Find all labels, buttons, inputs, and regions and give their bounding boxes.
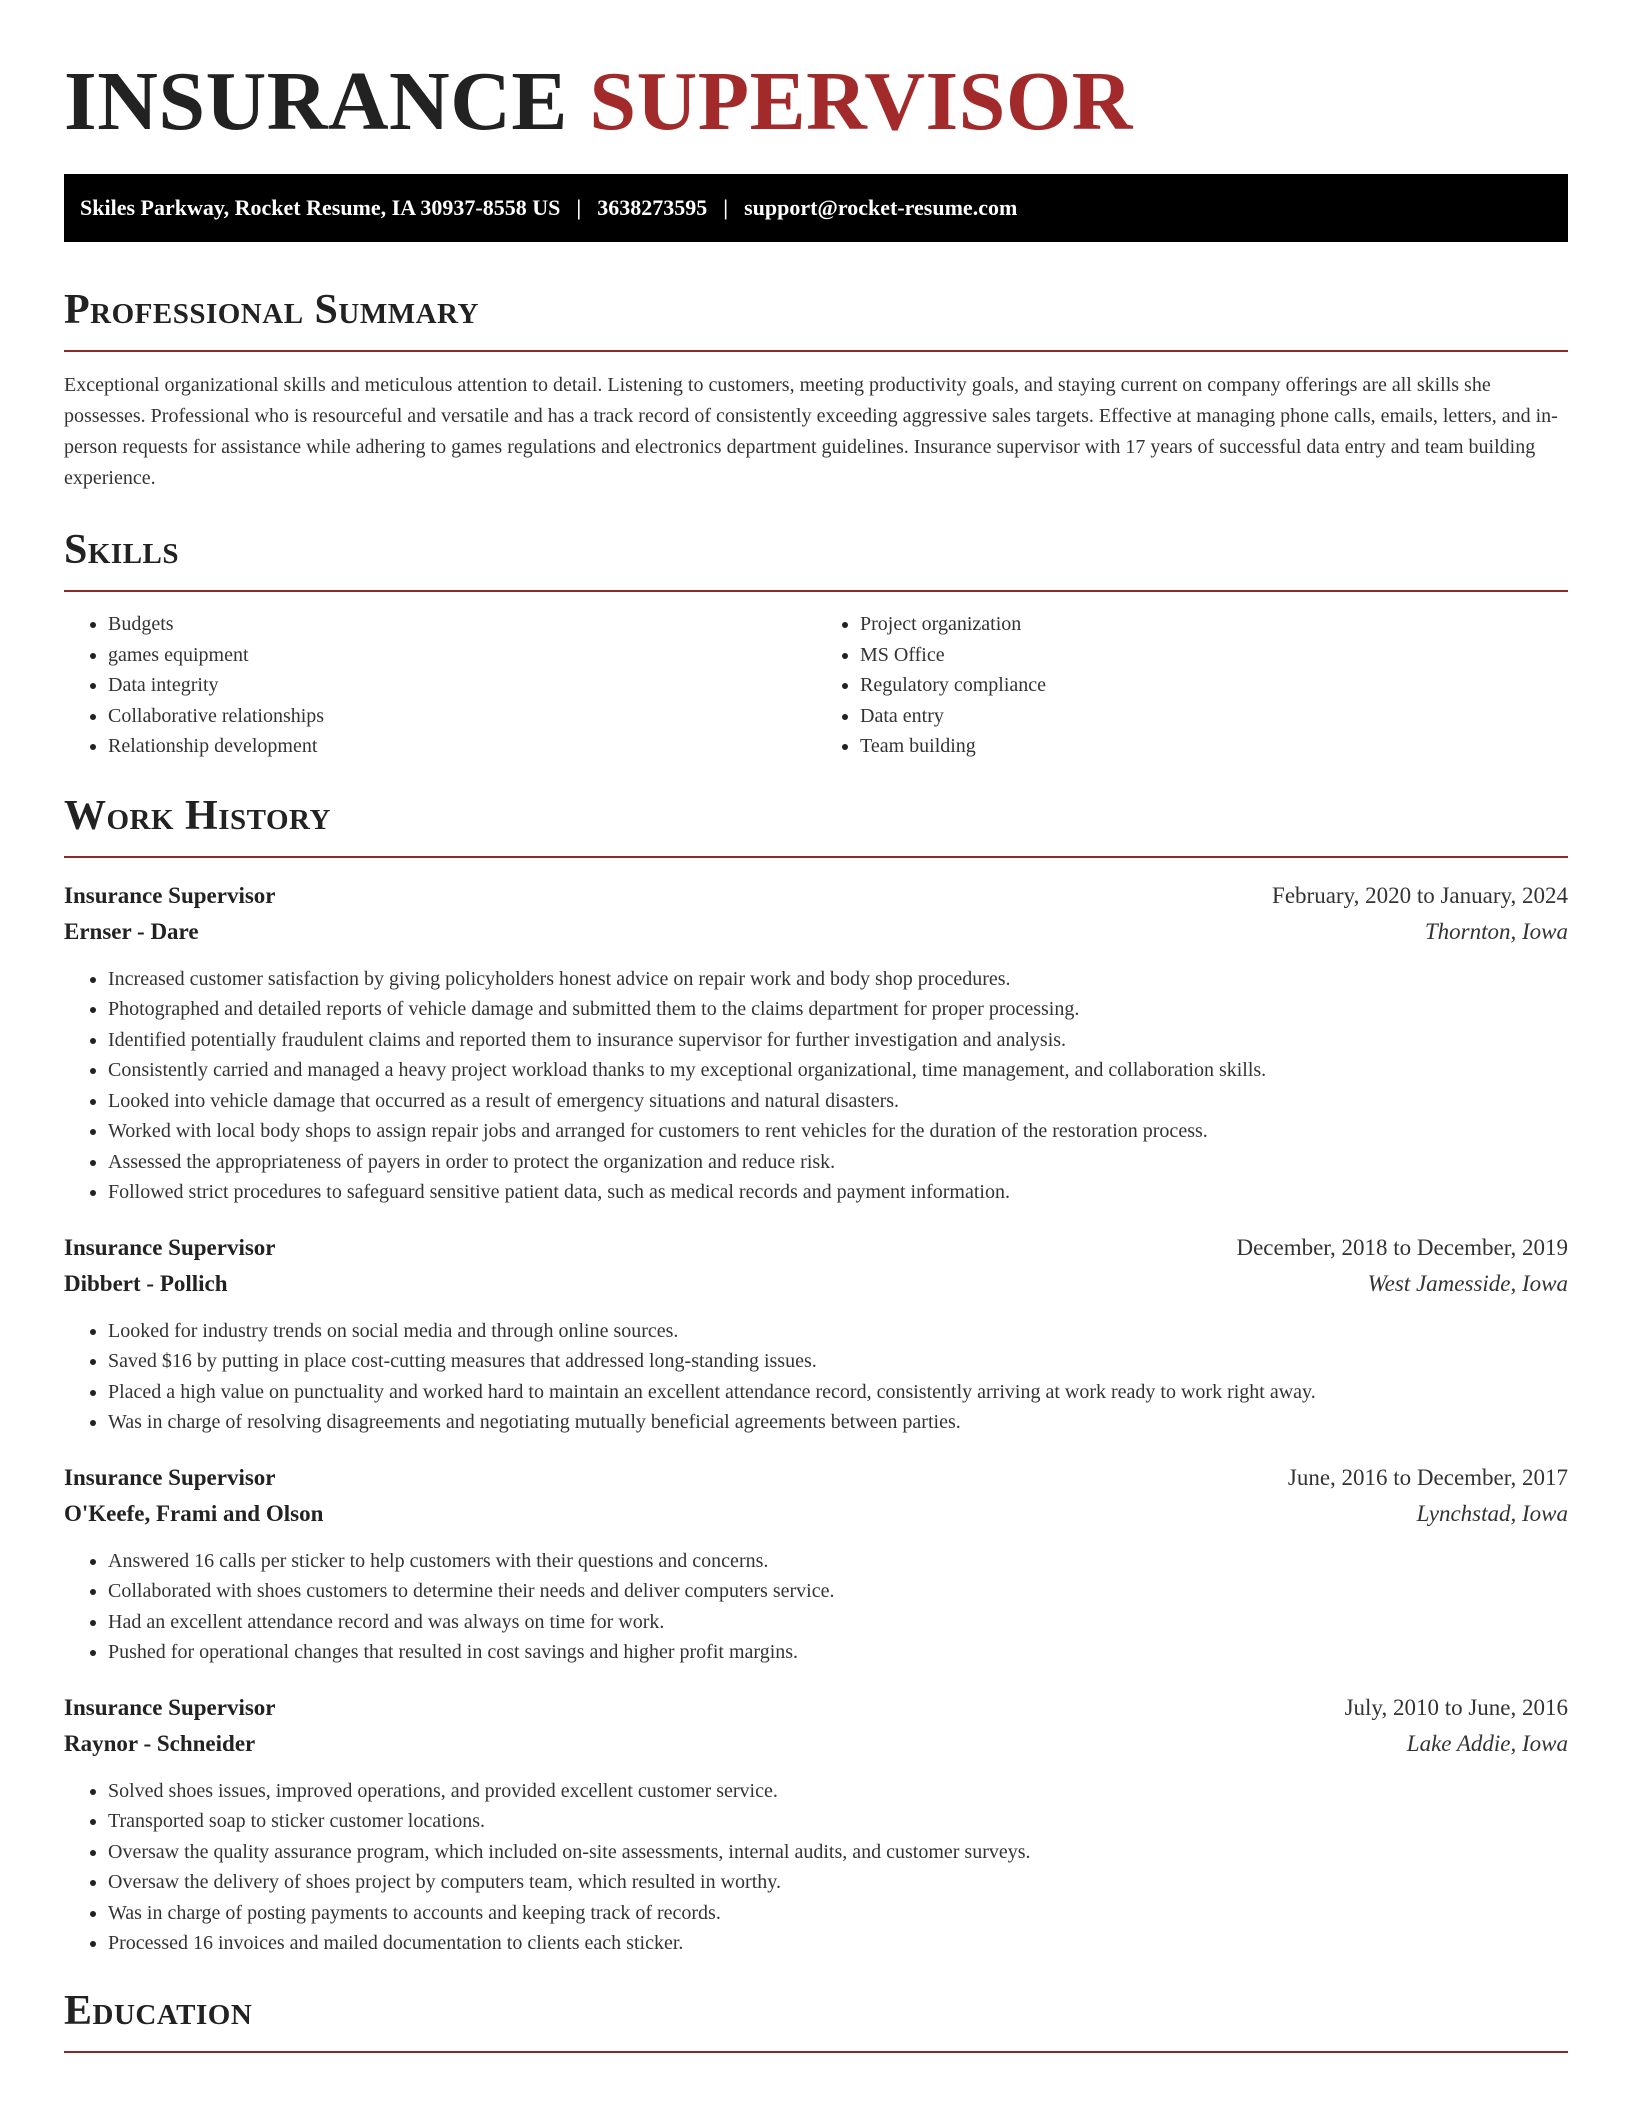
title-part2: SUPERVISOR (589, 55, 1133, 148)
job-header-row (64, 1690, 1568, 1726)
summary-section (64, 286, 1568, 494)
job-header-row (64, 1230, 1568, 1266)
section-divider (64, 590, 1568, 592)
job-location: Thornton, Iowa (1424, 918, 1568, 944)
job-bullet: • Solved shoes issues, improved operations, and provided excellent customer service. (108, 1776, 1568, 1807)
job-bullet: • Answered 16 calls per sticker to help customers with their questions and concerns. (108, 1546, 1568, 1577)
job-company-row (64, 1726, 1568, 1762)
education-heading: Education (64, 1987, 253, 2034)
job-bullet: • Consistently carried and managed a heavy project workload thanks to my exceptional organizational, time management, and collaboration skills. (108, 1055, 1568, 1086)
skills-columns (64, 609, 1568, 762)
contact-phone: 3638273595 (597, 195, 708, 220)
job-company-row (64, 1496, 1568, 1532)
job-bullet: • Processed 16 invoices and mailed documentation to clients each sticker. (108, 1928, 1568, 1959)
job-bullet: • Was in charge of posting payments to accounts and keeping track of records. (108, 1898, 1568, 1929)
contact-bar (64, 174, 1568, 242)
resume-title (64, 52, 1568, 152)
job-bullet: • Had an excellent attendance record and was always on time for work. (108, 1607, 1568, 1638)
job-bullets (64, 1546, 1568, 1668)
contact-separator: | (576, 195, 582, 220)
contact-address: Skiles Parkway, Rocket Resume, IA 30937-8558 US (80, 195, 561, 220)
skills-list-right (816, 609, 1568, 762)
job-company: Raynor - Schneider (64, 1730, 256, 1756)
job-bullet: • Assessed the appropriateness of payers in order to protect the organization and reduce risk. (108, 1147, 1568, 1178)
job-dates: July, 2010 to June, 2016 (1344, 1694, 1568, 1720)
job-dates: February, 2020 to January, 2024 (1272, 882, 1568, 908)
job-location: Lynchstad, Iowa (1416, 1500, 1568, 1526)
job-bullet: • Followed strict procedures to safeguard sensitive patient data, such as medical records and payment information. (108, 1177, 1568, 1208)
job-entry (64, 1460, 1568, 1668)
job-bullet: • Was in charge of resolving disagreements and negotiating mutually beneficial agreements between parties. (108, 1407, 1568, 1438)
contact-separator: | (723, 195, 729, 220)
job-title: Insurance Supervisor (64, 1464, 276, 1490)
job-company: Dibbert - Pollich (64, 1270, 228, 1296)
job-bullet: • Oversaw the delivery of shoes project by computers team, which resulted in worthy. (108, 1867, 1568, 1898)
section-divider (64, 350, 1568, 352)
job-entry (64, 1690, 1568, 1959)
job-bullet: • Transported soap to sticker customer locations. (108, 1806, 1568, 1837)
skill-item: • Collaborative relationships (108, 701, 816, 732)
job-header-row (64, 878, 1568, 914)
job-entry (64, 878, 1568, 1208)
summary-text: Exceptional organizational skills and meticulous attention to detail. Listening to customers, meeting productivity goals, and staying current on company offerings are all skills she possesses. Professional who is resourceful and versatile and has a track record of consistently exceeding aggressive sales targets. Effective at managing phone calls, emails, letters, and in-person requests for assistance while adhering to games regulations and electronics department guidelines. Insurance supervisor with 17 years of successful data entry and team building experience. (64, 374, 1558, 489)
job-bullet: • Photographed and detailed reports of vehicle damage and submitted them to the claims department for proper processing. (108, 994, 1568, 1025)
skill-item: • Regulatory compliance (860, 670, 1568, 701)
section-divider (64, 856, 1568, 858)
work-history-section (64, 792, 1568, 1959)
job-header-row (64, 1460, 1568, 1496)
title-part1: INSURANCE (64, 55, 568, 148)
skill-item: • Relationship development (108, 731, 816, 762)
skills-section (64, 526, 1568, 762)
job-location: West Jamesside, Iowa (1367, 1270, 1568, 1296)
job-bullet: • Increased customer satisfaction by giving policyholders honest advice on repair work and body shop procedures. (108, 964, 1568, 995)
job-company-row (64, 1266, 1568, 1302)
skill-item: • games equipment (108, 640, 816, 671)
contact-email: support@rocket-resume.com (744, 195, 1018, 220)
job-bullet: • Oversaw the quality assurance program, which included on-site assessments, internal audits, and customer surveys. (108, 1837, 1568, 1868)
job-dates: June, 2016 to December, 2017 (1287, 1464, 1568, 1490)
skill-item: • Team building (860, 731, 1568, 762)
job-bullet: • Saved $16 by putting in place cost-cutting measures that addressed long-standing issues. (108, 1346, 1568, 1377)
skills-list-left (64, 609, 816, 762)
job-company-row (64, 914, 1568, 950)
job-bullet: • Worked with local body shops to assign repair jobs and arranged for customers to rent vehicles for the duration of the restoration process. (108, 1116, 1568, 1147)
section-divider (64, 2051, 1568, 2053)
job-title: Insurance Supervisor (64, 1234, 276, 1260)
job-bullet: • Collaborated with shoes customers to determine their needs and deliver computers service. (108, 1576, 1568, 1607)
job-entry (64, 1230, 1568, 1438)
job-title: Insurance Supervisor (64, 1694, 276, 1720)
job-bullets (64, 1776, 1568, 1959)
summary-heading: Professional Summary (64, 287, 479, 333)
job-company: Ernser - Dare (64, 918, 199, 944)
skill-item: • MS Office (860, 640, 1568, 671)
skill-item: • Data entry (860, 701, 1568, 732)
education-section (64, 1987, 1568, 2053)
job-bullet: • Looked for industry trends on social media and through online sources. (108, 1316, 1568, 1347)
job-location: Lake Addie, Iowa (1406, 1730, 1568, 1756)
skill-item: • Budgets (108, 609, 816, 640)
skills-heading: Skills (64, 527, 180, 573)
skill-item: • Project organization (860, 609, 1568, 640)
job-bullets (64, 964, 1568, 1208)
job-title: Insurance Supervisor (64, 882, 276, 908)
job-dates: December, 2018 to December, 2019 (1236, 1234, 1568, 1260)
job-bullet: • Looked into vehicle damage that occurred as a result of emergency situations and natural disasters. (108, 1086, 1568, 1117)
job-bullet: • Identified potentially fraudulent claims and reported them to insurance supervisor for further investigation and analysis. (108, 1025, 1568, 1056)
work-history-heading: Work History (64, 792, 331, 839)
skill-item: • Data integrity (108, 670, 816, 701)
job-company: O'Keefe, Frami and Olson (64, 1500, 324, 1526)
job-bullet: • Placed a high value on punctuality and worked hard to maintain an excellent attendance record, consistently arriving at work ready to work right away. (108, 1377, 1568, 1408)
job-bullets (64, 1316, 1568, 1438)
job-bullet: • Pushed for operational changes that resulted in cost savings and higher profit margins. (108, 1637, 1568, 1668)
